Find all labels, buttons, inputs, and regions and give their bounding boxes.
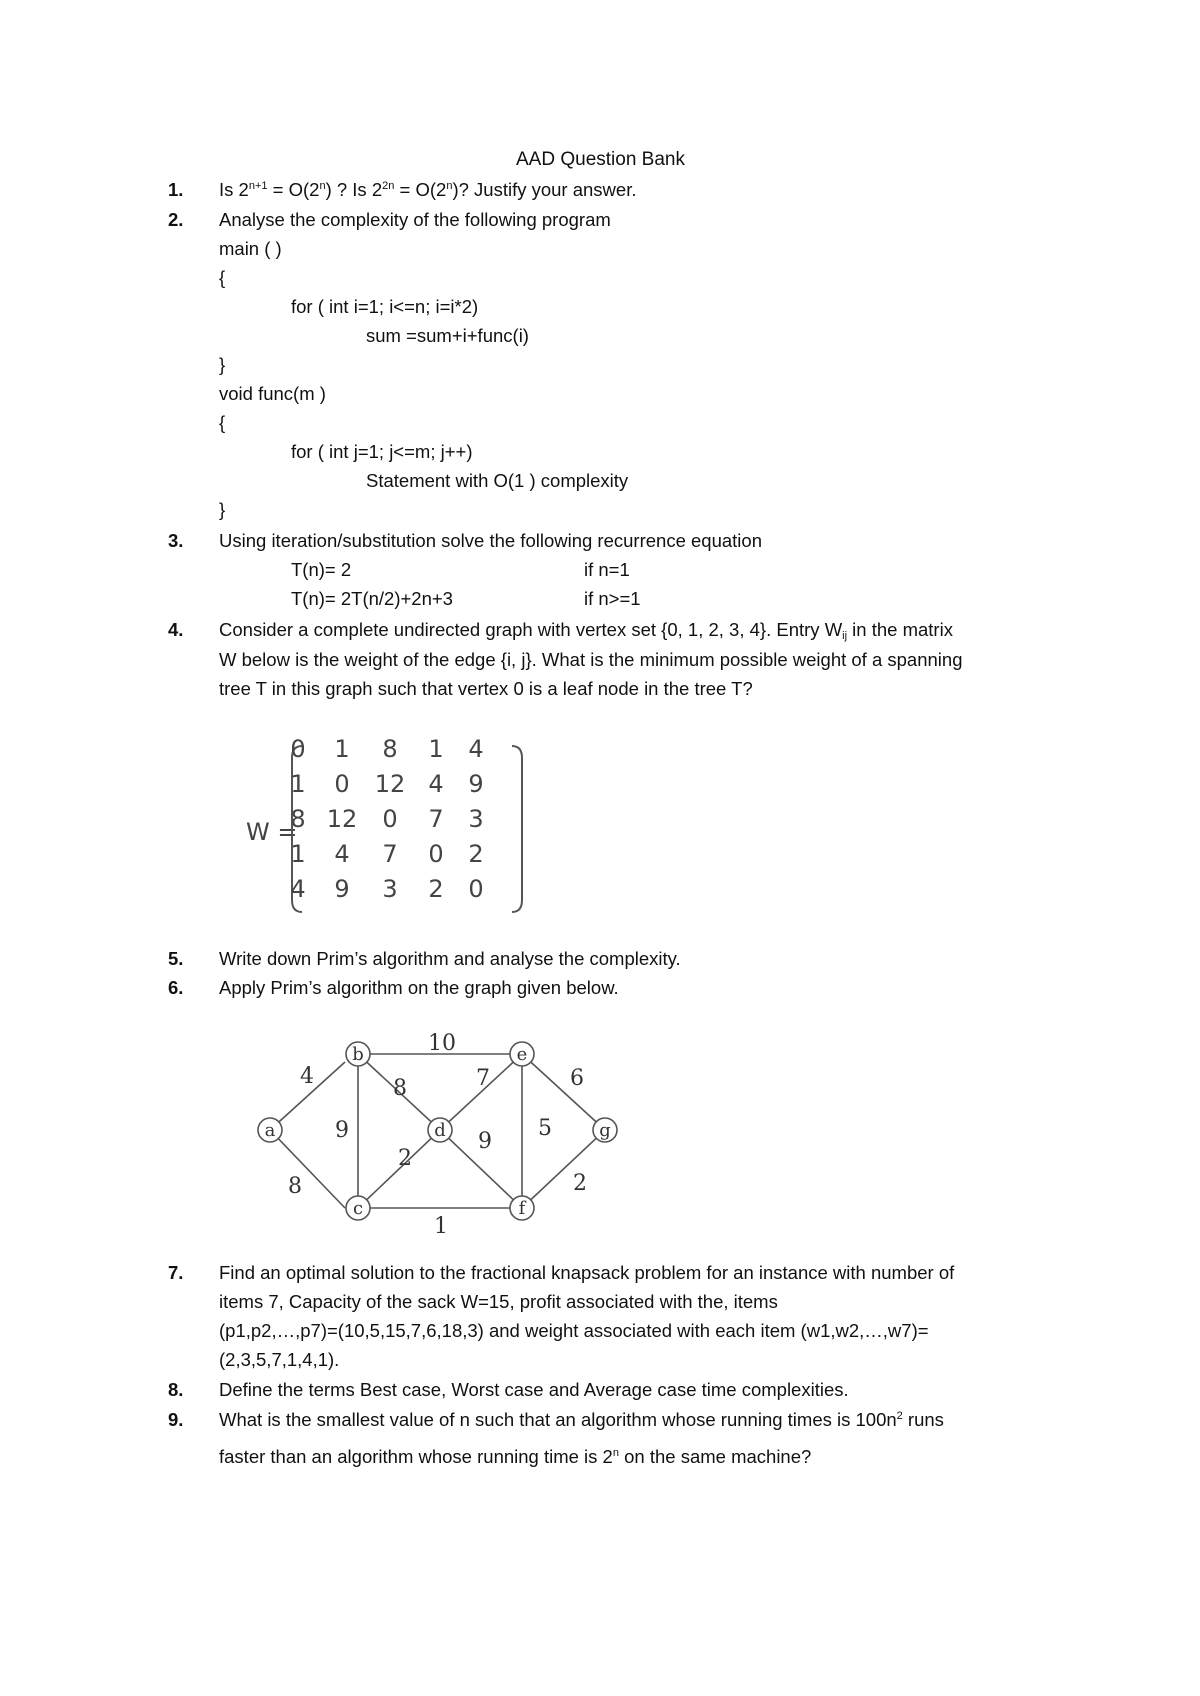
code-line: { bbox=[219, 412, 226, 433]
matrix-cell: 0 bbox=[382, 805, 398, 833]
graph-node-c bbox=[346, 1196, 370, 1220]
graph-node-e bbox=[510, 1042, 534, 1066]
matrix-cell: 12 bbox=[326, 805, 358, 833]
edge-e-g bbox=[522, 1054, 605, 1130]
matrix-cell: 9 bbox=[334, 875, 350, 903]
svg-text:e: e bbox=[516, 1044, 528, 1065]
question-number-5: 5. bbox=[168, 948, 184, 969]
question-9-line: faster than an algorithm whose running time is 2$^n$ on the same machine? bbox=[219, 1446, 812, 1467]
graph-node-b bbox=[346, 1042, 370, 1066]
matrix-cell: 3 bbox=[382, 875, 398, 903]
matrix-cell: 12 bbox=[374, 770, 406, 798]
recurrence-step: T(n)= 2T(n/2)+2n+3 bbox=[291, 588, 453, 609]
question-4-line: tree T in this graph such that vertex 0 is a leaf node in the tree T? bbox=[219, 678, 753, 699]
question-number-4: 4. bbox=[168, 619, 184, 640]
code-line: Statement with O(1 ) complexity bbox=[366, 470, 629, 491]
question-number-2: 2. bbox=[168, 209, 184, 230]
matrix-cell: 0 bbox=[334, 770, 350, 798]
svg-text:b: b bbox=[352, 1044, 364, 1065]
svg-text:g: g bbox=[599, 1120, 611, 1141]
svg-text:d: d bbox=[434, 1120, 446, 1141]
edge-weight-label: 4 bbox=[300, 1064, 314, 1089]
code-line: } bbox=[219, 354, 226, 375]
question-7-line: items 7, Capacity of the sack W=15, profit associated with the, items bbox=[219, 1291, 778, 1312]
code-line: for ( int j=1; j<=m; j++) bbox=[291, 441, 473, 462]
svg-text:a: a bbox=[264, 1120, 276, 1141]
matrix-cell: 4 bbox=[428, 770, 444, 798]
question-9-line: What is the smallest value of n such that an algorithm whose running times is $100n^2$ runs bbox=[219, 1409, 944, 1430]
matrix-cell: 8 bbox=[382, 735, 398, 763]
code-line: void func(m ) bbox=[219, 383, 326, 404]
edge-weight-label: 9 bbox=[335, 1118, 349, 1143]
matrix-cell: 8 bbox=[290, 805, 306, 833]
question-1-text: Is $2^{n+1} = O(2^n)$ ? Is $2^{2n} = O(2^n)$? Justify your answer. bbox=[219, 179, 637, 200]
matrix-cell: 9 bbox=[468, 770, 484, 798]
matrix-cell: 1 bbox=[290, 840, 306, 868]
matrix-cell: 4 bbox=[468, 735, 484, 763]
code-line: sum =sum+i+func(i) bbox=[366, 325, 529, 346]
graph-node-d bbox=[428, 1118, 452, 1142]
recurrence-base: T(n)= 2 bbox=[291, 559, 352, 580]
recurrence-base-condition: if n=1 bbox=[584, 559, 630, 580]
matrix-cell: 0 bbox=[290, 735, 306, 763]
matrix-cell: 7 bbox=[428, 805, 444, 833]
matrix-cell: 4 bbox=[334, 840, 350, 868]
question-8-text: Define the terms Best case, Worst case and Average case time complexities. bbox=[219, 1379, 849, 1400]
edge-weight-label: 2 bbox=[573, 1171, 587, 1196]
graph-node-f bbox=[510, 1196, 534, 1220]
question-6-text: Apply Prim’s algorithm on the graph given below. bbox=[219, 977, 619, 998]
question-number-8: 8. bbox=[168, 1379, 184, 1400]
svg-text:f: f bbox=[518, 1198, 526, 1219]
matrix-cell: 1 bbox=[428, 735, 444, 763]
svg-text:c: c bbox=[352, 1198, 364, 1219]
edge-weight-label: 1 bbox=[434, 1214, 448, 1239]
question-4-line: Consider a complete undirected graph with vertex set {0, 1, 2, 3, 4}. Entry $W_{ij}$ in the matrix bbox=[219, 619, 953, 642]
matrix-cell: 1 bbox=[290, 770, 306, 798]
question-3-text: Using iteration/substitution solve the following recurrence equation bbox=[219, 530, 762, 551]
question-7-line: (2,3,5,7,1,4,1). bbox=[219, 1349, 340, 1370]
question-number-1: 1. bbox=[168, 179, 184, 200]
matrix-cell: 3 bbox=[468, 805, 484, 833]
edge-weight-label: 8 bbox=[393, 1076, 407, 1101]
edge-a-c bbox=[270, 1130, 345, 1208]
question-number-9: 9. bbox=[168, 1409, 184, 1430]
edge-weight-label: 6 bbox=[570, 1066, 584, 1091]
question-number-7: 7. bbox=[168, 1262, 184, 1283]
question-7-line: Find an optimal solution to the fractional knapsack problem for an instance with number of bbox=[219, 1262, 955, 1283]
question-5-text: Write down Prim’s algorithm and analyse the complexity. bbox=[219, 948, 681, 969]
matrix-cell: 2 bbox=[428, 875, 444, 903]
page-title: AAD Question Bank bbox=[516, 149, 685, 170]
edge-weight-label: 2 bbox=[398, 1146, 412, 1171]
question-number-6: 6. bbox=[168, 977, 184, 998]
question-number-3: 3. bbox=[168, 530, 184, 551]
question-7-line: (p1,p2,…,p7)=(10,5,15,7,6,18,3) and weight associated with each item (w1,w2,…,w7)= bbox=[219, 1320, 929, 1341]
matrix-cell: 1 bbox=[334, 735, 350, 763]
graph-node-g bbox=[593, 1118, 617, 1142]
matrix-cell: 7 bbox=[382, 840, 398, 868]
edge-weight-label: 10 bbox=[428, 1031, 456, 1056]
code-line: main ( ) bbox=[219, 238, 282, 259]
matrix-cell: 4 bbox=[290, 875, 306, 903]
graph-node-a bbox=[258, 1118, 282, 1142]
edge-weight-label: 7 bbox=[476, 1066, 490, 1091]
matrix-label: W = bbox=[246, 818, 298, 846]
matrix-cell: 0 bbox=[428, 840, 444, 868]
matrix-cell: 0 bbox=[468, 875, 484, 903]
code-line: } bbox=[219, 499, 226, 520]
recurrence-step-condition: if n>=1 bbox=[584, 588, 641, 609]
matrix-cell: 2 bbox=[468, 840, 484, 868]
question-4-line: W below is the weight of the edge {i, j}. What is the minimum possible weight of a spanning bbox=[219, 649, 963, 670]
question-2-text: Analyse the complexity of the following program bbox=[219, 209, 611, 230]
code-line: for ( int i=1; i<=n; i=i*2) bbox=[291, 296, 479, 317]
code-line: { bbox=[219, 267, 226, 288]
edge-weight-label: 9 bbox=[478, 1129, 492, 1154]
prim-graph bbox=[240, 1015, 640, 1245]
edge-weight-label: 5 bbox=[538, 1116, 552, 1141]
edge-f-g bbox=[522, 1130, 605, 1208]
edge-weight-label: 8 bbox=[288, 1174, 302, 1199]
